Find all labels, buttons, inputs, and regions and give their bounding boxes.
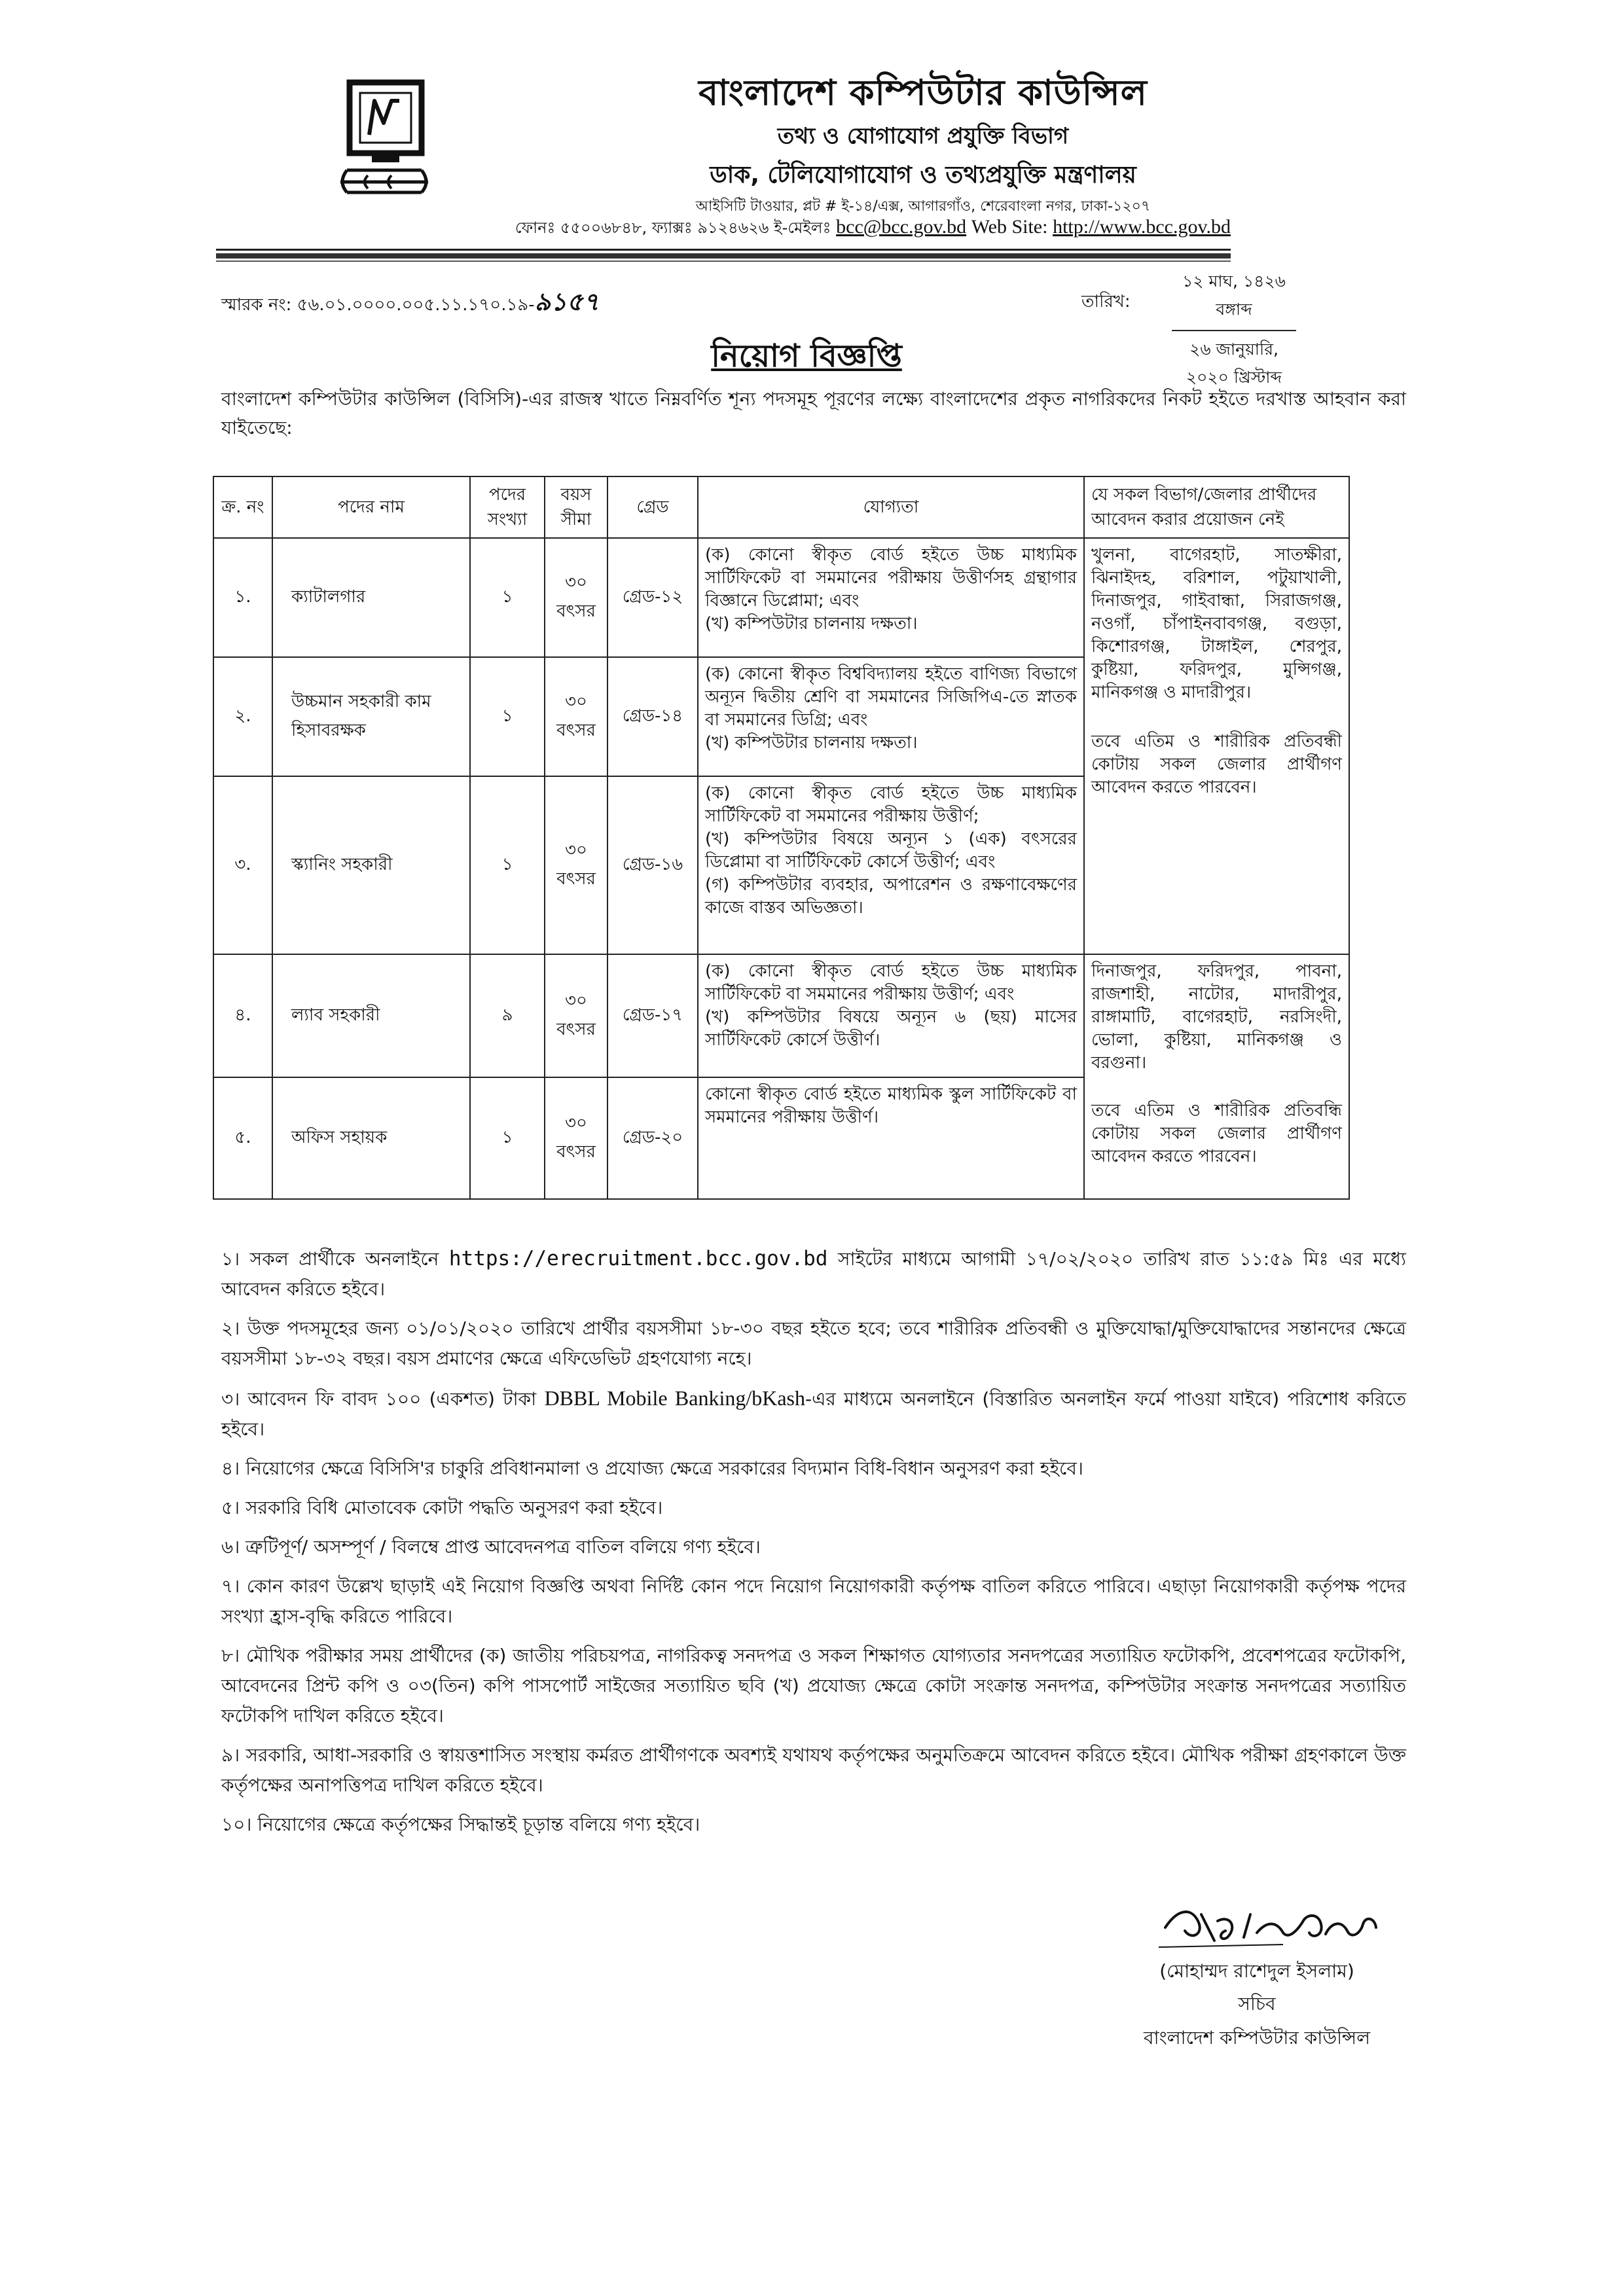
org-name: বাংলাদেশ কম্পিউটার কাউন্সিল — [698, 72, 1148, 113]
row-post: স্ক্যানিং সহকারী — [272, 776, 470, 954]
ministry-name: ডাক, টেলিযোগাযোগ ও তথ্যপ্রযুক্তি মন্ত্রণালয় — [710, 162, 1136, 188]
table-row — [213, 954, 1349, 1077]
row-post: অফিস সহায়ক — [272, 1077, 470, 1199]
row-age: ৩০ বৎসর — [545, 954, 607, 1077]
row-serial: ৩. — [213, 776, 272, 954]
page-title — [0, 332, 1613, 384]
instruction-1-text-b: সাইটের মাধ্যমে আগামী ১৭/০২/২০২০ তারিখ রাত ১১:৫৯ মিঃ এর মধ্যে আবেদন করিতে হইবে। — [221, 1248, 1406, 1300]
row-serial: ২. — [213, 657, 272, 776]
intro-paragraph: বাংলাদেশ কম্পিউটার কাউন্সিল (বিসিসি)-এর রাজস্ব খাতে নিম্নবর্ণিত শূন্য পদসমূহ পূরণের লক্ষ্যে বাংলাদেশের প্রকৃত নাগরিকদের নিকট হইতে দরখাস্ত আহবান করা যাইতেছে: — [221, 388, 1406, 439]
row-post: উচ্চমান সহকারী কাম হিসাবরক্ষক — [272, 657, 470, 776]
row-count: ১ — [470, 538, 545, 657]
instruction-item: ৫। সরকারি বিধি মোতাবেক কোটা পদ্ধতি অনুসরণ করা হইবে। — [221, 1497, 663, 1518]
row-qualification: (ক) কোনো স্বীকৃত বিশ্ববিদ্যালয় হইতে বাণিজ্য বিভাগে অন্যূন দ্বিতীয় শ্রেণি বা সমমানের সিজিপিএ-তে স্নাতক বা সমমানের ডিগ্রি; এবং (খ) কম্পিউটার চালনায় দক্ষতা। — [698, 657, 1084, 776]
header-grade: গ্রেড — [607, 476, 698, 538]
excluded-group-2-note: তবে এতিম ও শারীরিক প্রতিবন্ধি কোটায় সকল জেলার প্রার্থীগণ আবেদন করতে পারবেন। — [1091, 1101, 1342, 1166]
payment-method: DBBL Mobile Banking/bKash — [544, 1386, 806, 1410]
instruction-3-text-a: ৩। আবেদন ফি বাবদ ১০০ (একশত) টাকা — [221, 1388, 545, 1410]
date-bangla: ১২ মাঘ, ১৪২৬ বঙ্গাব্দ — [1172, 268, 1296, 331]
date-gregorian: ২৬ জানুয়ারি, ২০২০ খ্রিস্টাব্দ — [1186, 340, 1282, 387]
instruction-item: ৮। মৌখিক পরীক্ষার সময় প্রার্থীদের (ক) জাতীয় পরিচয়পত্র, নাগরিকত্ব সনদপত্র ও সকল শিক্ষাগত যোগ্যতার সনদপত্রের সত্যায়িত ফটোকপি, প্রবেশপত্রের ফটোকপি, আবেদনের প্রিন্ট কপি ও ০৩(তিন) কপি পাসপোর্ট সাইজের সত্যায়িত ছবি (খ) প্রযোজ্য ক্ষেত্রে কোটা সংক্রান্ত সনদপত্র, কম্পিউটার সংক্রান্ত সনদপত্রের সত্যায়িত ফটোকপি দাখিল করিতে হইবে। — [221, 1645, 1406, 1727]
row-qualification: (ক) কোনো স্বীকৃত বোর্ড হইতে উচ্চ মাধ্যমিক সার্টিফিকেট বা সমমানের পরীক্ষায় উত্তীর্ণ; (খ) কম্পিউটার বিষয়ে অন্যূন ১ (এক) বৎসরের ডিপ্লোমা বা সার্টিফিকেট কোর্সে উত্তীর্ণ; এবং (গ) কম্পিউটার ব্যবহার, অপারেশন ও রক্ষণাবেক্ষণের কাজে বাস্তব অভিজ্ঞতা। — [698, 776, 1084, 954]
instruction-item: ২। উক্ত পদসমূহের জন্য ০১/০১/২০২০ তারিখে প্রার্থীর বয়সসীমা ১৮-৩০ বছর হইতে হবে; তবে শারীরিক প্রতিবন্ধী ও মুক্তিযোদ্ধা/মুক্তিযোদ্ধাদের সন্তানদের ক্ষেত্রে বয়সসীমা ১৮-৩২ বছর। বয়স প্রমাণের ক্ষেত্রে এফিডেভিট গ্রহণযোগ্য নহে। — [221, 1318, 1406, 1369]
instruction-item: ১০। নিয়োগের ক্ষেত্রে কর্তৃপক্ষের সিদ্ধান্তই চূড়ান্ত বলিয়ে গণ্য হইবে। — [221, 1814, 700, 1835]
table-row — [213, 538, 1349, 657]
handwritten-signature — [1152, 1901, 1388, 1954]
row-serial: ১. — [213, 538, 272, 657]
row-count: ৯ — [470, 954, 545, 1077]
website-link[interactable]: http://www.bcc.gov.bd — [1053, 216, 1231, 238]
row-post: ল্যাব সহকারী — [272, 954, 470, 1077]
row-grade: গ্রেড-১২ — [607, 538, 698, 657]
signatory-name: (মোহাম্মদ রাশেদুল ইসলাম) — [1159, 1960, 1354, 1982]
header-post: পদের নাম — [272, 476, 470, 538]
vacancy-table — [213, 476, 1350, 1200]
instruction-item — [221, 1383, 1406, 1444]
date-label: তারিখ: — [1081, 292, 1131, 312]
office-address: আইসিটি টাওয়ার, প্লট # ই-১৪/এক্স, আগারগাঁও, শেরেবাংলা নগর, ঢাকা-১২০৭ — [695, 198, 1151, 215]
excluded-districts-group-2 — [1084, 954, 1349, 1199]
header-divider-top — [216, 249, 1231, 251]
contact-phone-fax: ফোনঃ ৫৫০০৬৮৪৮, ফ্যাক্সঃ ৯১২৪৬২৬ ই-মেইলঃ — [515, 219, 831, 237]
row-age: ৩০ বৎসর — [545, 538, 607, 657]
memo-number — [221, 283, 599, 325]
erecruitment-link[interactable]: https://erecruitment.bcc.gov.bd — [448, 1247, 828, 1270]
row-count: ১ — [470, 776, 545, 954]
excluded-group-1-note: তবে এতিম ও শারীরিক প্রতিবন্ধী কোটায় সকল জেলার প্রার্থীগণ আবেদন করতে পারবেন। — [1091, 732, 1342, 797]
instructions-list — [221, 1244, 1406, 1849]
instruction-3-text-b: -এর মাধ্যমে অনলাইনে (বিস্তারিত অনলাইন ফর্মে পাওয়া যাইবে) পরিশোধ করিতে হইবে। — [221, 1388, 1407, 1440]
row-grade: গ্রেড-১৪ — [607, 657, 698, 776]
instruction-item: ৯। সরকারি, আধা-সরকারি ও স্বায়ত্তশাসিত সংস্থায় কর্মরত প্রার্থীগণকে অবশ্যই যথাযথ কর্তৃপক্ষের অনুমতিক্রমে আবেদন করিতে হইবে। মৌখিক পরীক্ষা গ্রহণকালে উক্ত কর্তৃপক্ষের অনাপত্তিপত্র দাখিল করিতে হইবে। — [221, 1744, 1406, 1796]
row-age: ৩০ বৎসর — [545, 776, 607, 954]
instruction-1-text-a: ১। সকল প্রার্থীকে অনলাইনে — [221, 1248, 449, 1270]
row-qualification: (ক) কোনো স্বীকৃত বোর্ড হইতে উচ্চ মাধ্যমিক সার্টিফিকেট বা সমমানের পরীক্ষায় উত্তীর্ণ; এবং (খ) কম্পিউটার বিষয়ে অন্যূন ৬ (ছয়) মাসের সার্টিফিকেট কোর্সে উত্তীর্ণ। — [698, 954, 1084, 1077]
instruction-item: ৭। কোন কারণ উল্লেখ ছাড়াই এই নিয়োগ বিজ্ঞপ্তি অথবা নির্দিষ্ট কোন পদে নিয়োগ নিয়োগকারী কর্তৃপক্ষ বাতিল করিতে পারিবে। এছাড়া নিয়োগকারী কর্তৃপক্ষ পদের সংখ্যা হ্রাস-বৃদ্ধি করিতে পারিবে। — [221, 1575, 1406, 1627]
row-age: ৩০ বৎসর — [545, 657, 607, 776]
row-count: ১ — [470, 1077, 545, 1199]
header-age: বয়স সীমা — [545, 476, 607, 538]
instruction-item: ৪। নিয়োগের ক্ষেত্রে বিসিসি'র চাকুরি প্রবিধানমালা ও প্রযোজ্য ক্ষেত্রে সরকারের বিদ্যমান বিধি-বিধান অনুসরণ করা হইবে। — [221, 1458, 1083, 1479]
instruction-item — [221, 1244, 1406, 1304]
row-post: ক্যাটালগার — [272, 538, 470, 657]
division-name: তথ্য ও যোগাযোগ প্রযুক্তি বিভাগ — [777, 123, 1069, 149]
row-qualification: (ক) কোনো স্বীকৃত বোর্ড হইতে উচ্চ মাধ্যমিক সার্টিফিকেট বা সমমানের পরীক্ষায় উত্তীর্ণসহ গ্রন্থাগার বিজ্ঞানে ডিপ্লোমা; এবং (খ) কম্পিউটার চালনায় দক্ষতা। — [698, 538, 1084, 657]
signatory-org: বাংলাদেশ কম্পিউটার কাউন্সিল — [1143, 2027, 1371, 2049]
header-excluded: যে সকল বিভাগ/জেলার প্রার্থীদের আবেদন করার প্রয়োজন নেই — [1084, 476, 1349, 538]
excluded-group-2-list: দিনাজপুর, ফরিদপুর, পাবনা, রাজশাহী, নাটোর, মাদারীপুর, রাঙ্গামাটি, বাগেরহাট, নরসিংদী, ভোলা, কুষ্টিয়া, মানিকগঞ্জ ও বরগুনা। — [1091, 961, 1342, 1073]
header-divider-bottom — [216, 260, 1231, 262]
website-label: Web Site: — [971, 216, 1048, 238]
row-grade: গ্রেড-১৭ — [607, 954, 698, 1077]
email-link[interactable]: bcc@bcc.gov.bd — [836, 216, 967, 238]
row-age: ৩০ বৎসর — [545, 1077, 607, 1199]
memo-printed: স্মারক নং: ৫৬.০১.০০০০.০০৫.১১.১৭০.১৯- — [221, 295, 535, 315]
table-header-row — [213, 476, 1349, 538]
row-count: ১ — [470, 657, 545, 776]
row-grade: গ্রেড-১৬ — [607, 776, 698, 954]
row-grade: গ্রেড-২০ — [607, 1077, 698, 1199]
excluded-districts-group-1 — [1084, 538, 1349, 954]
header-divider-thick — [216, 253, 1231, 259]
signatory-title: সচিব — [1238, 1993, 1276, 2015]
header-qualification: যোগ্যতা — [698, 476, 1084, 538]
excluded-group-1-list: খুলনা, বাগেরহাট, সাতক্ষীরা, ঝিনাইদহ, বরিশাল, পটুয়াখালী, দিনাজপুর, গাইবান্ধা, সিরাজগঞ্জ, নওগাঁ, চাঁপাইনবাবগঞ্জ, বগুড়া, কিশোরগঞ্জ, টাঙ্গাইল, শেরপুর, কুষ্টিয়া, ফরিদপুর, মুন্সিগঞ্জ, মানিকগঞ্জ ও মাদারীপুর। — [1091, 545, 1342, 702]
header-count: পদের সংখ্যা — [470, 476, 545, 538]
header-serial: ক্র. নং — [213, 476, 272, 538]
instruction-item: ৬। ত্রুটিপূর্ণ/ অসম্পূর্ণ / বিলম্বে প্রাপ্ত আবেদনপত্র বাতিল বলিয়ে গণ্য হইবে। — [221, 1536, 761, 1558]
bcc-logo-icon — [335, 77, 433, 202]
row-serial: ৪. — [213, 954, 272, 1077]
title-text: নিয়োগ বিজ্ঞপ্তি — [711, 338, 902, 374]
row-serial: ৫. — [213, 1077, 272, 1199]
memo-handwritten: ৯১৫৭ — [534, 287, 600, 316]
contact-line — [419, 216, 1231, 242]
row-qualification: কোনো স্বীকৃত বোর্ড হইতে মাধ্যমিক স্কুল সার্টিফিকেট বা সমমানের পরীক্ষায় উত্তীর্ণ। — [698, 1077, 1084, 1199]
